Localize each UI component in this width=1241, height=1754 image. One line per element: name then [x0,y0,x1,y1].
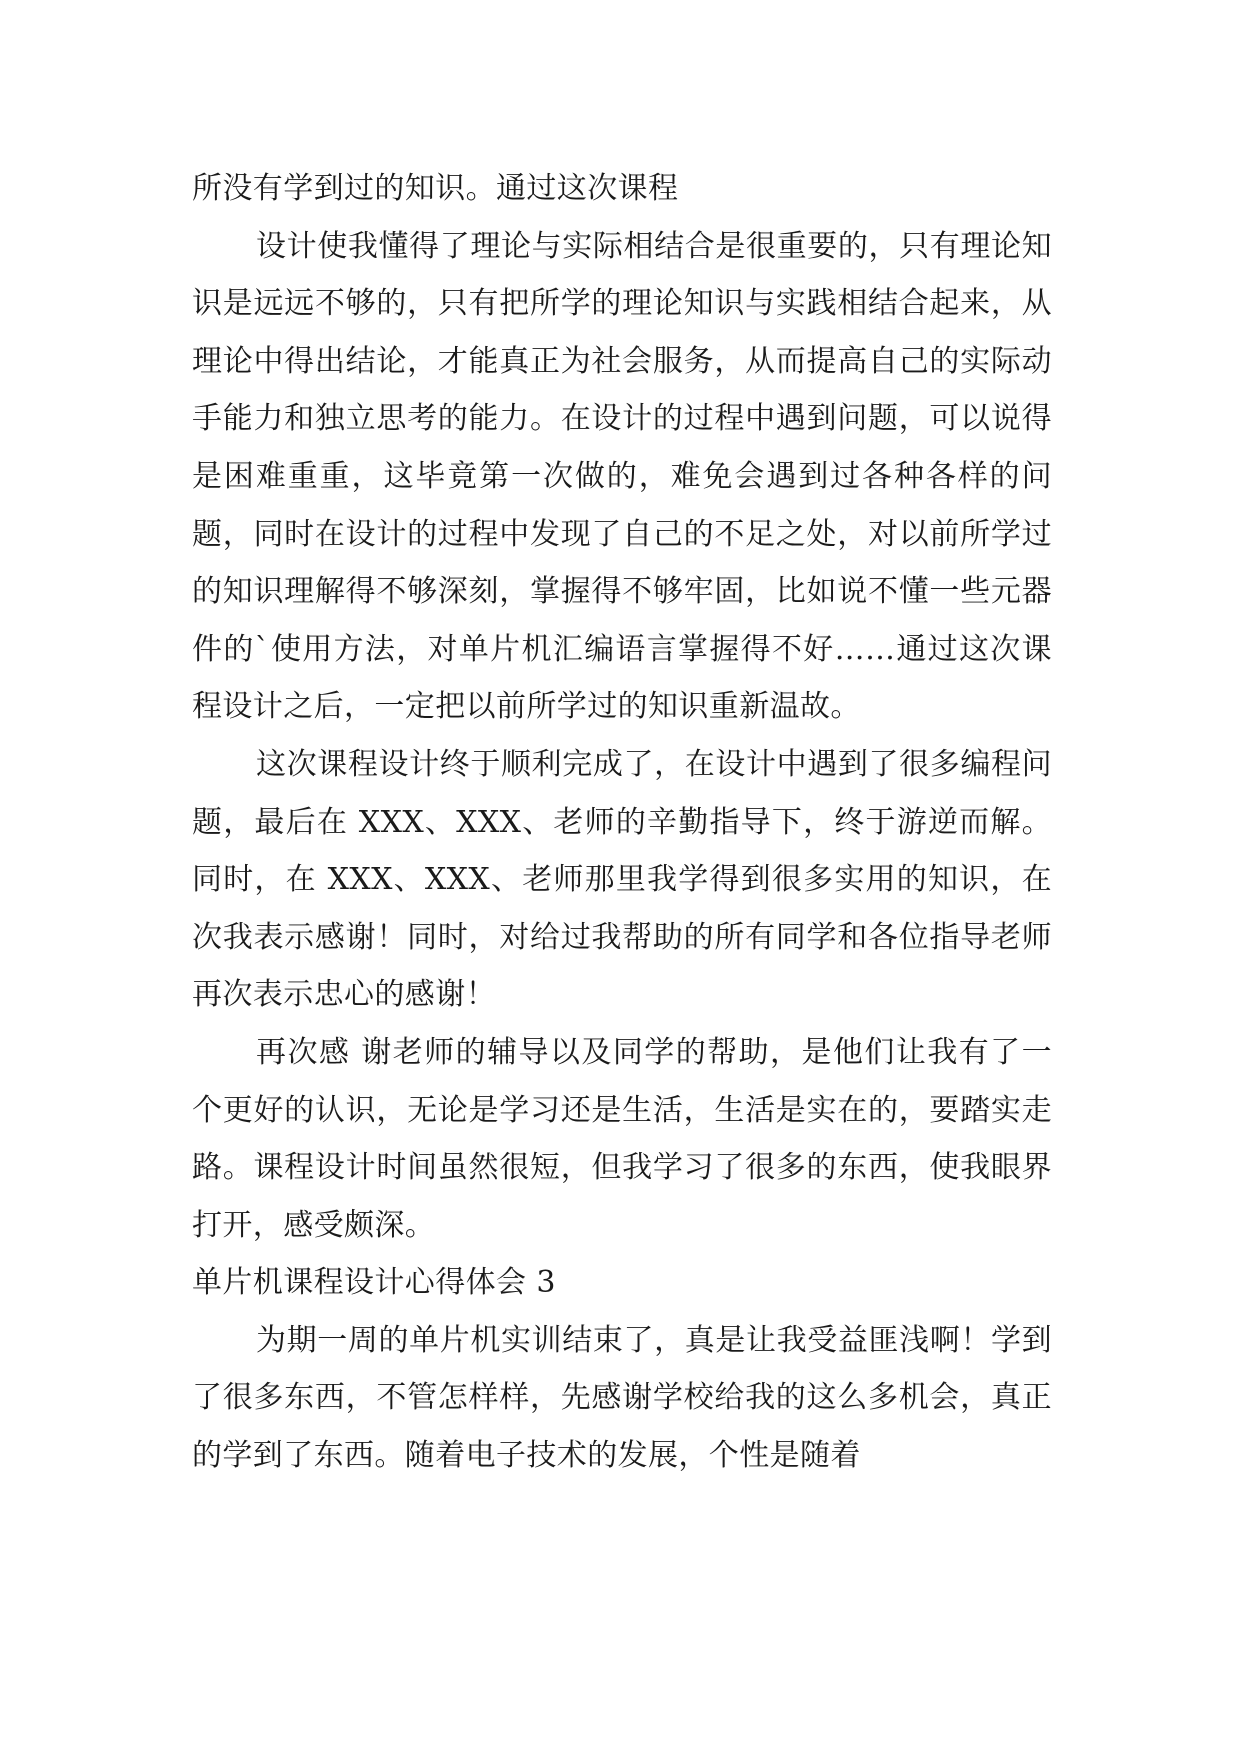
paragraph-continuation: 所没有学到过的知识。通过这次课程 [192,171,679,206]
paragraph-design-lessons: 设计使我懂得了理论与实际相结合是很重要的，只有理论知识是远远不够的，只有把所学的理论知识与实践相结合起来，从理论中得出结论，才能真正为社会服务，从而提高自己的实际动手能力和独立思考的能力。在设计的过程中遇到问题，可以说得是困难重重，这毕竟第一次做的，难免会遇到过各种各样的问题，同时在设计的过程中发现了自己的不足之处，对以前所学过的知识理解得不够深刻，掌握得不够牢固，比如说不懂一些元器件的`使用方法，对单片机汇编语言掌握得不好……通过这次课程设计之后，一定把以前所学过的知识重新温故。 [192,228,1052,725]
paragraph-training-week: 为期一周的单片机实训结束了，真是让我受益匪浅啊！学到了很多东西，不管怎样样，先感谢学校给我的这么多机会，真正的学到了东西。随着电子技术的发展，个性是随着 [192,1322,1052,1474]
paragraph-thanks-teachers: 这次课程设计终于顺利完成了，在设计中遇到了很多编程问题，最后在 XXX、XXX、老师的辛勤指导下，终于游逆而解。同时，在 XXX、XXX、老师那里我学得到很多实用的知识，在次我表示感谢！同时，对给过我帮助的所有同学和各位指导老师再次表示忠心的感谢！ [192,746,1052,1013]
document-body [192,160,1052,1485]
section-heading: 单片机课程设计心得体会 3 [192,1265,556,1301]
paragraph-thanks-again: 再次感 谢老师的辅导以及同学的帮助，是他们让我有了一个更好的认识，无论是学习还是生活，生活是实在的，要踏实走路。课程设计时间虽然很短，但我学习了很多的东西，使我眼界打开，感受颇深。 [192,1034,1052,1243]
